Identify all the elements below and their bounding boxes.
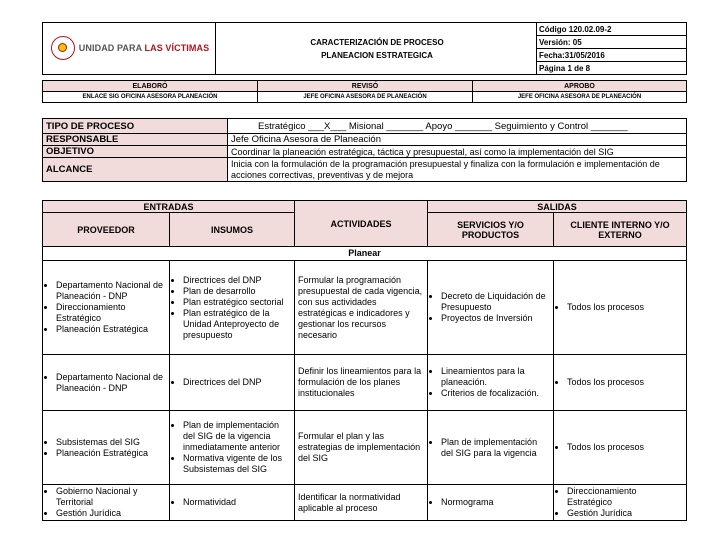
list-item: • Directrices del DNP xyxy=(183,377,291,388)
list-item: • Plan estratégico sectorial xyxy=(183,297,291,308)
salidas-header: SALIDAS xyxy=(428,201,687,213)
insumos-cell xyxy=(170,261,295,355)
cliente-header: CLIENTE INTERNO Y/O EXTERNO xyxy=(554,213,687,247)
actividad-cell: Definir los lineamientos para la formulación de los planes institucionales xyxy=(295,355,428,411)
list-item: • Criterios de focalización. xyxy=(441,388,550,399)
cliente-cell xyxy=(554,355,687,411)
actividad-cell: Identificar la normatividad aplicable al proceso xyxy=(295,485,428,521)
doc-date: Fecha:31/05/2016 xyxy=(537,49,687,62)
alcance-value: Inicia con la formulación de la programación presupuestal y finaliza con la formulación e implementación de acciones correctivas, preventivas y de mejora xyxy=(228,158,687,182)
list-item: • Plan de implementación del SIG para la vigencia xyxy=(441,437,550,459)
actividad-cell: Formular la programación presupuestal de cada vigencia, con sus actividades estratégicas e indicadores y gestionar los recursos necesario xyxy=(295,261,428,355)
aprobo-label: APROBO xyxy=(473,81,687,92)
objetivo-label: OBJETIVO xyxy=(43,146,228,158)
list-item: • Plan estratégico de la Unidad Anteproyecto de presupuesto xyxy=(183,308,291,341)
insumos-header: INSUMOS xyxy=(170,213,295,247)
table-row xyxy=(43,411,687,485)
elaboro-label: ELABORÓ xyxy=(43,81,258,92)
doc-version: Versión: 05 xyxy=(537,36,687,49)
title-line-1: CARACTERIZACIÓN DE PROCESO xyxy=(310,37,444,47)
actividades-header: ACTIVIDADES xyxy=(295,201,428,247)
proveedor-cell xyxy=(43,261,170,355)
list-item: • Planeación Estratégica xyxy=(56,448,166,459)
list-item: • Normatividad xyxy=(183,497,291,508)
cliente-cell xyxy=(554,261,687,355)
doc-page: Página 1 de 8 xyxy=(537,62,687,75)
list-item: • Gestión Jurídica xyxy=(567,508,683,519)
servicios-cell xyxy=(428,261,554,355)
list-item: • Lineamientos para la planeación. xyxy=(441,366,550,388)
list-item: • Plan de desarrollo xyxy=(183,286,291,297)
alcance-label: ALCANCE xyxy=(43,158,228,182)
list-item: • Plan de implementación del SIG de la vigencia inmediatamente anterior xyxy=(183,420,291,453)
proveedor-header: PROVEEDOR xyxy=(43,213,170,247)
responsable-value: Jefe Oficina Asesora de Planeación xyxy=(228,134,687,146)
list-item: • Subsistemas del SIG xyxy=(56,437,166,448)
reviso-label: REVISÓ xyxy=(258,81,473,92)
aprobo-value: JEFE OFICINA ASESORA DE PLANEACIÓN xyxy=(473,92,687,103)
servicios-cell xyxy=(428,485,554,521)
list-item: • Gestión Jurídica xyxy=(56,508,166,519)
table-row xyxy=(43,261,687,355)
process-info-table xyxy=(42,118,687,182)
list-item: • Direccionamiento Estratégico xyxy=(56,302,166,324)
phase-label: Planear xyxy=(43,247,687,261)
list-item: • Direccionamiento Estratégico xyxy=(567,486,683,508)
list-item: • Decreto de Liquidación de Presupuesto xyxy=(441,291,550,313)
list-item: • Proyectos de Inversión xyxy=(441,313,550,324)
responsable-label: RESPONSABLE xyxy=(43,134,228,146)
document-title xyxy=(216,23,537,75)
list-item: • Normativa vigente de los Subsistemas del SIG xyxy=(183,453,291,475)
insumos-cell xyxy=(170,485,295,521)
list-item: • Todos los procesos xyxy=(567,442,683,453)
process-table xyxy=(42,200,687,521)
list-item: • Todos los procesos xyxy=(567,377,683,388)
seal-icon xyxy=(51,36,75,60)
document-header xyxy=(42,22,687,75)
servicios-cell xyxy=(428,355,554,411)
list-item: • Departamento Nacional de Planeación - DNP xyxy=(56,280,166,302)
servicios-cell xyxy=(428,411,554,485)
proveedor-cell xyxy=(43,355,170,411)
servicios-header: SERVICIOS Y/O PRODUCTOS xyxy=(428,213,554,247)
signature-table xyxy=(42,80,687,103)
list-item: • Normograma xyxy=(441,497,550,508)
cliente-cell xyxy=(554,411,687,485)
list-item: • Directrices del DNP xyxy=(183,275,291,286)
list-item: • Todos los procesos xyxy=(567,302,683,313)
logo xyxy=(43,23,216,75)
reviso-value: JEFE OFICINA ASESORA DE PLANEACIÓN xyxy=(258,92,473,103)
actividad-cell: Formular el plan y las estrategias de implementación del SIG xyxy=(295,411,428,485)
elaboro-value: ENLACE SIG OFICINA ASESORA PLANEACIÓN xyxy=(43,92,258,103)
tipo-label: TIPO DE PROCESO xyxy=(43,119,228,134)
table-row xyxy=(43,355,687,411)
logo-text-b: LAS VÍCTIMAS xyxy=(144,42,210,53)
tipo-value: Estratégico ___X___ Misional _______ Apoyo _______ Seguimiento y Control _______ xyxy=(228,119,687,134)
insumos-cell xyxy=(170,355,295,411)
doc-code: Código 120.02.09-2 xyxy=(537,23,687,36)
list-item: • Gobierno Nacional y Territorial xyxy=(56,486,166,508)
proveedor-cell xyxy=(43,411,170,485)
list-item: • Planeación Estratégica xyxy=(56,324,166,335)
cliente-cell xyxy=(554,485,687,521)
objetivo-value: Coordinar la planeación estratégica, táctica y presupuestal, así como la implementación del SIG xyxy=(228,146,687,158)
entradas-header: ENTRADAS xyxy=(43,201,295,213)
proveedor-cell xyxy=(43,485,170,521)
list-item: • Departamento Nacional de Planeación - DNP xyxy=(56,372,166,394)
insumos-cell xyxy=(170,411,295,485)
table-row xyxy=(43,485,687,521)
logo-text-a: UNIDAD PARA xyxy=(78,42,145,53)
title-line-2: PLANEACION ESTRATEGICA xyxy=(321,50,433,60)
